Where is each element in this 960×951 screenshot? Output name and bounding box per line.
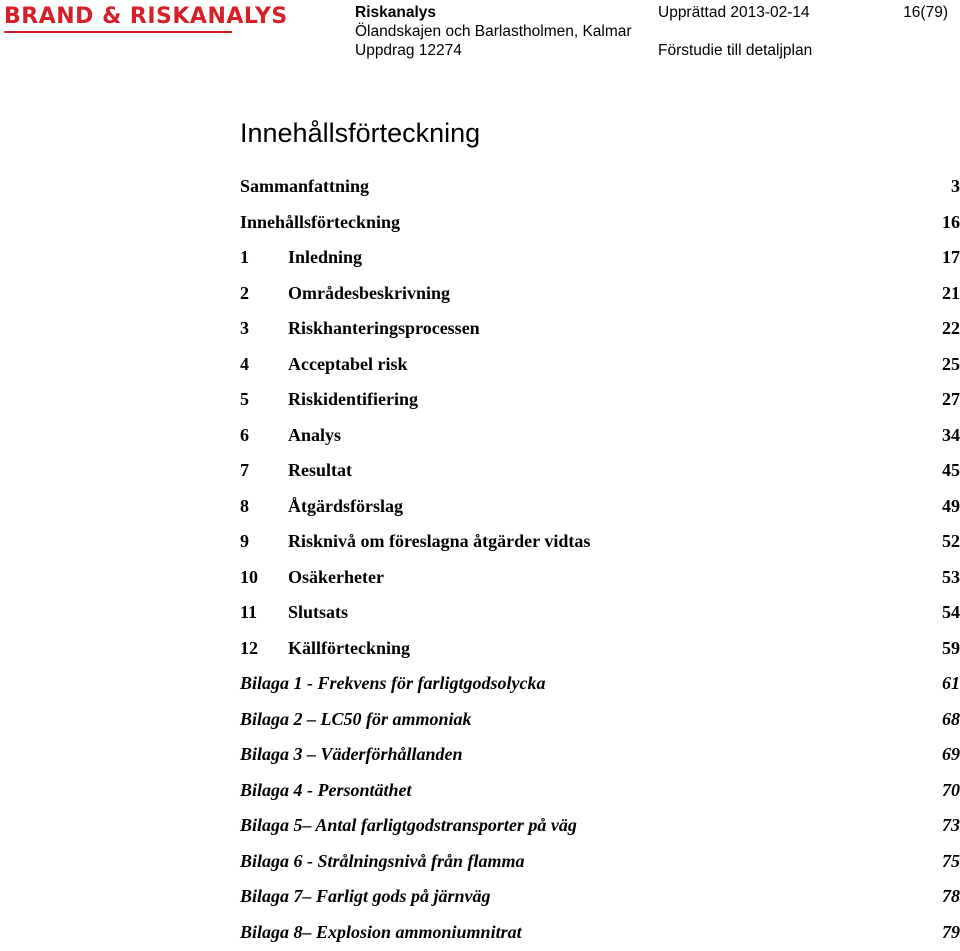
toc-entry-label: Riskhanteringsprocessen [288,312,480,344]
location-text: Ölandskajen och Barlastholmen, Kalmar [355,22,632,41]
toc-entry[interactable] [240,312,960,348]
toc-entry-number: 3 [240,312,249,344]
toc-entry-label: Osäkerheter [288,561,384,593]
toc-entry-label: Innehållsförteckning [240,206,400,238]
toc-heading: Innehållsförteckning [240,116,480,150]
toc-entry[interactable] [240,525,960,561]
toc-entry[interactable] [240,454,960,490]
toc-entry-page: 52 [942,525,960,557]
toc-entry[interactable] [240,241,960,277]
toc-entry-label: Bilaga 6 - Strålningsnivå från flamma [240,845,525,877]
toc-entry-page: 16 [942,206,960,238]
toc-entry-page: 49 [942,490,960,522]
toc-entry-number: 12 [240,632,258,664]
toc-entry[interactable] [240,561,960,597]
toc-entry-page: 27 [942,383,960,415]
toc-entry-page: 45 [942,454,960,486]
toc-entry-label: Sammanfattning [240,170,369,202]
toc-entry-page: 3 [951,170,960,202]
toc-entry-label: Riskidentifiering [288,383,418,415]
toc-entry-page: 17 [942,241,960,273]
toc-entry-label: Bilaga 1 - Frekvens för farligtgodsolycka [240,667,545,699]
toc-entry-page: 22 [942,312,960,344]
toc-entry-number: 5 [240,383,249,415]
toc-entry-page: 79 [942,916,960,948]
toc-entry-page: 68 [942,703,960,735]
toc-entry-number: 2 [240,277,249,309]
toc-entry[interactable] [240,738,960,774]
toc-entry[interactable] [240,419,960,455]
toc-entry[interactable] [240,667,960,703]
company-logo [4,4,288,33]
toc-entry-page: 61 [942,667,960,699]
toc-entry[interactable] [240,774,960,810]
page-number: 16(79) [903,3,948,22]
toc-entry-number: 6 [240,419,249,451]
toc-entry-label: Bilaga 7– Farligt gods på järnväg [240,880,491,912]
toc-entry-page: 75 [942,845,960,877]
toc-entry[interactable] [240,916,960,951]
toc-entry[interactable] [240,383,960,419]
toc-entry[interactable] [240,277,960,313]
toc-entry-label: Åtgärdsförslag [288,490,403,522]
toc-entry[interactable] [240,596,960,632]
toc-entry-label: Bilaga 8– Explosion ammoniumnitrat [240,916,522,948]
toc-entry-label: Bilaga 5– Antal farligtgodstransporter på väg [240,809,577,841]
toc-entry-label: Analys [288,419,341,451]
toc-entry[interactable] [240,206,960,242]
toc-entry-label: Acceptabel risk [288,348,407,380]
date-text: Upprättad 2013-02-14 [658,3,810,22]
toc-entry-number: 9 [240,525,249,557]
toc-entry-page: 21 [942,277,960,309]
phase-text: Förstudie till detaljplan [658,41,812,60]
toc-entry[interactable] [240,880,960,916]
toc-entry[interactable] [240,809,960,845]
toc-entry[interactable] [240,348,960,384]
toc-entry-label: Källförteckning [288,632,410,664]
document-title: Riskanalys [355,3,436,22]
toc-list [240,170,960,951]
toc-entry-label: Inledning [288,241,362,273]
toc-entry[interactable] [240,170,960,206]
toc-entry-label: Bilaga 4 - Persontäthet [240,774,412,806]
toc-entry-label: Bilaga 2 – LC50 för ammoniak [240,703,472,735]
toc-entry-page: 70 [942,774,960,806]
logo-underline [4,31,232,33]
toc-entry-page: 25 [942,348,960,380]
toc-entry-label: Slutsats [288,596,348,628]
toc-entry-page: 73 [942,809,960,841]
toc-entry-page: 69 [942,738,960,770]
toc-entry-number: 8 [240,490,249,522]
toc-entry-label: Områdesbeskrivning [288,277,450,309]
toc-entry-number: 4 [240,348,249,380]
toc-entry-label: Risknivå om föreslagna åtgärder vidtas [288,525,590,557]
toc-entry-page: 78 [942,880,960,912]
toc-entry-number: 10 [240,561,258,593]
toc-entry-page: 59 [942,632,960,664]
logo-text: BRAND & RISKANALYS [4,4,288,30]
toc-entry-page: 53 [942,561,960,593]
toc-entry-page: 54 [942,596,960,628]
toc-entry-page: 34 [942,419,960,451]
toc-entry[interactable] [240,703,960,739]
toc-entry-label: Resultat [288,454,352,486]
assignment-text: Uppdrag 12274 [355,41,462,60]
toc-entry[interactable] [240,845,960,881]
toc-entry-number: 11 [240,596,257,628]
toc-entry-number: 7 [240,454,249,486]
toc-entry-number: 1 [240,241,249,273]
toc-entry[interactable] [240,632,960,668]
toc-entry-label: Bilaga 3 – Väderförhållanden [240,738,463,770]
toc-entry[interactable] [240,490,960,526]
